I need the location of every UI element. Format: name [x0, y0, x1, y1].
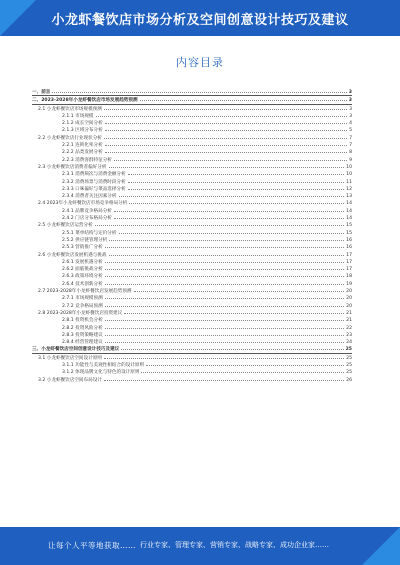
- toc-entry-page: 7: [349, 143, 352, 149]
- toc-entry[interactable]: [32, 331, 352, 338]
- footer-left-text: 让每个人平等地获取……: [48, 541, 136, 550]
- toc-leader-dots: [124, 309, 344, 314]
- toc-entry[interactable]: [32, 354, 352, 361]
- toc-leader-dots: [141, 368, 344, 373]
- toc-entry-page: 11: [346, 179, 352, 185]
- toc-entry-page: 23: [346, 332, 352, 338]
- toc-entry-label: 2.2.1 连锁化率分析: [62, 143, 103, 149]
- header-title: 小龙虾餐饮店市场分析及空间创意设计技巧及建议: [51, 13, 349, 28]
- toc-entry-label: 2.1.3 区域分布分析: [62, 128, 103, 134]
- toc-entry[interactable]: [32, 309, 352, 316]
- toc-entry-page: 17: [346, 252, 352, 258]
- toc-entry-page: 24: [346, 340, 352, 346]
- toc-entry[interactable]: [32, 294, 352, 301]
- toc-leader-dots: [105, 280, 344, 285]
- toc-entry-label: 二、2023-2028年小龙虾餐饮店市场发展趋势预测: [32, 98, 138, 104]
- toc-entry-page: 16: [346, 237, 352, 243]
- toc-entry-label: 2.1 小龙虾餐饮店市场规模预测: [38, 106, 102, 112]
- toc-entry-page: 3: [348, 98, 352, 104]
- toc-entry-label: 2.8 2023-2028年小龙虾餐饮店投资建议: [38, 310, 123, 316]
- toc-entry-label: 2.5.3 营销推广分析: [62, 245, 103, 251]
- toc-entry[interactable]: [32, 96, 352, 104]
- toc-entry-label: 2.6.2 面临挑战分析: [62, 267, 103, 273]
- toc-entry[interactable]: [32, 192, 352, 199]
- toc-entry[interactable]: [32, 199, 352, 206]
- footer-corner-decoration: [362, 527, 400, 565]
- toc-entry[interactable]: [32, 265, 352, 272]
- toc-entry[interactable]: [32, 126, 352, 133]
- toc-leader-dots: [105, 324, 344, 329]
- toc-entry-page: 14: [346, 201, 352, 207]
- toc-leader-dots: [134, 287, 345, 292]
- toc-entry-label: 2.5.1 菜单结构与定价分析: [62, 230, 117, 236]
- toc-entry[interactable]: [32, 134, 352, 141]
- toc-entry-page: 17: [346, 267, 352, 273]
- toc-entry-label: 2.6.3 政策环境分析: [62, 274, 103, 280]
- toc-leader-dots: [104, 105, 347, 110]
- toc-entry-label: 2.3 小龙虾餐饮店消费者偏好分析: [38, 164, 107, 170]
- toc-entry-page: 3: [349, 106, 352, 112]
- toc-entry-page: 26: [346, 377, 352, 383]
- toc-entry-page: 18: [346, 274, 352, 280]
- toc-leader-dots: [104, 134, 347, 139]
- toc-leader-dots: [104, 354, 344, 359]
- toc-leader-dots: [140, 96, 347, 101]
- toc-entry-label: 2.7 2023-2028年小龙虾餐饮店发展趋势预测: [38, 289, 132, 295]
- toc-entry-page: 10: [346, 164, 352, 170]
- toc-leader-dots: [119, 192, 345, 197]
- toc-entry-page: 13: [346, 194, 352, 200]
- toc-entry-label: 2.6.1 发展机遇分析: [62, 259, 103, 265]
- toc-leader-dots: [105, 243, 344, 248]
- toc-entry-page: 14: [346, 208, 352, 214]
- toc-entry[interactable]: [32, 170, 352, 177]
- toc-leader-dots: [114, 156, 347, 161]
- toc-leader-dots: [52, 88, 346, 93]
- toc-entry-page: 3: [349, 113, 352, 119]
- toc-entry[interactable]: [32, 236, 352, 243]
- toc-entry[interactable]: [32, 105, 352, 112]
- toc-entry-label: 2.5.2 供应链管理分析: [62, 237, 108, 243]
- toc-entry-label: 3.1.1 功能性与美观性相结合的设计原则: [62, 362, 145, 368]
- toc-entry-label: 2.4.2 门店分布格局分析: [62, 216, 112, 222]
- toc-leader-dots: [105, 331, 344, 336]
- page-footer: [0, 527, 400, 565]
- toc-entry-page: 20: [346, 303, 352, 309]
- toc-entry-page: 10: [346, 172, 352, 178]
- toc-leader-dots: [104, 376, 344, 381]
- toc-entry-label: 3.1.2 体现品牌文化与特色的设计原则: [62, 370, 140, 376]
- toc-leader-dots: [146, 361, 344, 366]
- toc-leader-dots: [114, 214, 344, 219]
- toc-entry-page: 17: [346, 259, 352, 265]
- toc-entry-page: 9: [349, 157, 352, 163]
- toc-entry-label: 2.5 小龙虾餐饮店运营分析: [38, 223, 93, 229]
- toc-entry-page: 25: [346, 370, 352, 376]
- toc-entry-label: 2.3.1 消费频次与消费金额分析: [62, 172, 126, 178]
- toc-entry-page: 25: [346, 355, 352, 361]
- toc-entry-page: 25: [345, 347, 352, 353]
- toc-title: 内容目录: [176, 56, 224, 69]
- toc-entry[interactable]: [32, 368, 352, 375]
- toc-entry[interactable]: [32, 361, 352, 368]
- footer-right-text: 行业专家、管理专家、营销专家、战略专家、成功企业家……: [140, 541, 329, 549]
- toc-leader-dots: [105, 302, 344, 307]
- toc-leader-dots: [105, 265, 344, 270]
- toc-entry-page: 4: [349, 121, 352, 127]
- toc-leader-dots: [114, 207, 344, 212]
- toc-entry[interactable]: [32, 287, 352, 294]
- toc-entry-label: 2.3.3 口味偏好与菜品选择分析: [62, 186, 126, 192]
- toc-leader-dots: [105, 141, 347, 146]
- toc-leader-dots: [109, 236, 344, 241]
- toc-entry[interactable]: [32, 221, 352, 228]
- toc-entry-page: 20: [346, 296, 352, 302]
- toc-leader-dots: [105, 119, 347, 124]
- toc-entry[interactable]: [32, 229, 352, 236]
- toc-leader-dots: [96, 112, 348, 117]
- toc-entry[interactable]: [32, 163, 352, 170]
- toc-entry-label: 2.1.1 市场规模: [62, 113, 94, 119]
- toc-entry[interactable]: [32, 258, 352, 265]
- toc-entry-label: 2.8.1 投资机会分析: [62, 318, 103, 324]
- toc-entry[interactable]: [32, 251, 352, 258]
- toc-leader-dots: [129, 199, 344, 204]
- toc-entry[interactable]: [32, 141, 352, 148]
- toc-leader-dots: [105, 294, 344, 299]
- toc-leader-dots: [128, 170, 344, 175]
- toc-leader-dots: [105, 338, 344, 343]
- toc-leader-dots: [105, 316, 344, 321]
- page-header: [0, 0, 400, 36]
- toc-entry-page: 15: [346, 230, 352, 236]
- toc-entry[interactable]: [32, 338, 352, 345]
- toc-entry[interactable]: [32, 185, 352, 192]
- toc-leader-dots: [105, 272, 344, 277]
- toc-entry-label: 2.2 小龙虾餐饮店行业现状分析: [38, 135, 102, 141]
- toc-entry-label: 3.1 小龙虾餐饮店空间设计原则: [38, 355, 102, 361]
- toc-entry[interactable]: [32, 214, 352, 221]
- toc-entry[interactable]: [32, 207, 352, 214]
- toc-leader-dots: [109, 163, 345, 168]
- toc-entry-label: 2.7.2 竞争格局预测: [62, 303, 103, 309]
- toc-entry[interactable]: [32, 302, 352, 309]
- toc-entry[interactable]: [32, 112, 352, 119]
- toc-entry-label: 2.7.1 市场规模预测: [62, 296, 103, 302]
- toc-entry[interactable]: [32, 324, 352, 331]
- toc-entry[interactable]: [32, 178, 352, 185]
- toc-entry[interactable]: [32, 272, 352, 279]
- toc-entry-label: 2.6.4 技术创新分析: [62, 281, 103, 287]
- toc-entry-label: 2.4 2023年小龙虾餐饮店市场竞争格局分析: [38, 201, 128, 207]
- toc-entry-page: 25: [346, 362, 352, 368]
- toc-entry[interactable]: [32, 345, 352, 353]
- toc-entry-label: 2.2.2 品类发展分析: [62, 150, 103, 156]
- toc-entry-label: 2.1.2 成长空间分析: [62, 121, 103, 127]
- toc-leader-dots: [119, 229, 345, 234]
- toc-entry-label: 2.8.4 经营管理建议: [62, 340, 103, 346]
- toc-entry[interactable]: [32, 156, 352, 163]
- toc-leader-dots: [109, 251, 345, 256]
- toc-entry-label: 2.8.2 投资风险分析: [62, 325, 103, 331]
- toc-leader-dots: [105, 126, 347, 131]
- toc-entry-label: 2.3.4 消费者关注因素分析: [62, 194, 117, 200]
- toc-entry[interactable]: [32, 316, 352, 323]
- toc-entry-page: 21: [346, 310, 352, 316]
- toc-entry[interactable]: [32, 148, 352, 155]
- toc-entry-page: 3: [348, 90, 352, 95]
- toc-entry-page: 21: [346, 318, 352, 324]
- toc-entry-page: 7: [349, 135, 352, 141]
- toc-entry-page: 5: [349, 128, 352, 134]
- toc-entry-page: 12: [346, 186, 352, 192]
- toc-leader-dots: [128, 178, 344, 183]
- toc-entry[interactable]: [32, 88, 352, 96]
- toc-entry[interactable]: [32, 280, 352, 287]
- toc-entry-label: 2.8.3 投资策略建议: [62, 332, 103, 338]
- toc-leader-dots: [128, 185, 344, 190]
- toc-entry-label: 一、前言: [32, 90, 51, 95]
- toc-entry-page: 20: [346, 289, 352, 295]
- toc-leader-dots: [121, 345, 343, 350]
- table-of-contents: [32, 88, 352, 383]
- toc-entry-page: 14: [346, 216, 352, 222]
- toc-entry-label: 2.6 小龙虾餐饮店发展机遇与挑战: [38, 252, 107, 258]
- toc-entry-label: 2.2.3 消费客群特征分析: [62, 157, 112, 163]
- toc-leader-dots: [95, 221, 344, 226]
- toc-entry[interactable]: [32, 119, 352, 126]
- toc-leader-dots: [105, 258, 344, 263]
- toc-entry-page: 8: [349, 150, 352, 156]
- toc-entry[interactable]: [32, 376, 352, 383]
- toc-entry-page: 16: [346, 245, 352, 251]
- toc-entry-label: 三、小龙虾餐饮店空间创意设计技巧及建议: [32, 347, 120, 353]
- toc-entry-page: 15: [346, 223, 352, 229]
- toc-entry-page: 19: [346, 281, 352, 287]
- toc-leader-dots: [105, 148, 347, 153]
- toc-entry-label: 2.4.1 品牌竞争格局分析: [62, 208, 112, 214]
- toc-entry-label: 2.3.2 消费场景与消费时段分析: [62, 179, 126, 185]
- toc-entry[interactable]: [32, 243, 352, 250]
- toc-entry-page: 22: [346, 325, 352, 331]
- toc-entry-label: 3.2 小龙虾餐饮店空间布局设计: [38, 377, 102, 383]
